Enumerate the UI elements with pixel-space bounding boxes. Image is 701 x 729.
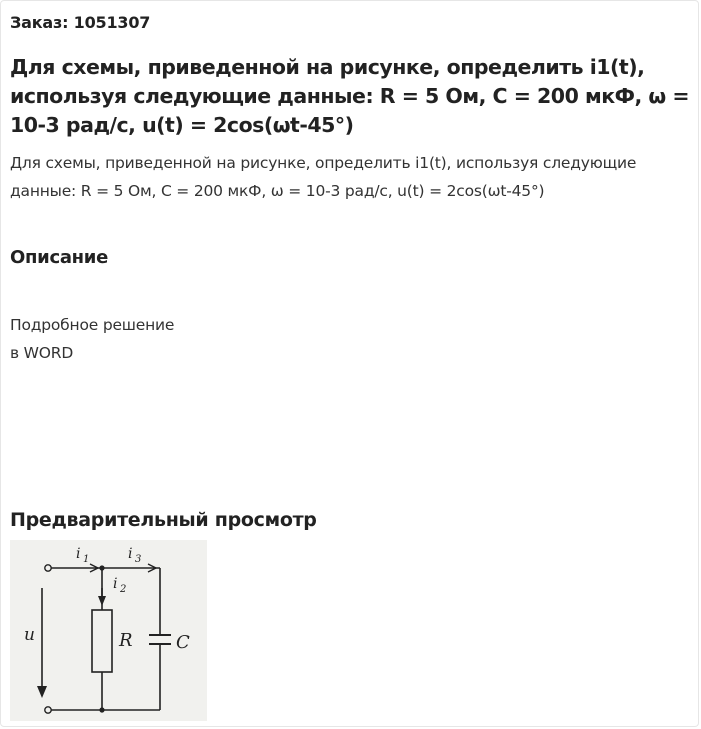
terminal-top bbox=[45, 565, 51, 571]
junction-bottom bbox=[99, 707, 104, 712]
label-i3: i bbox=[128, 546, 133, 562]
label-R: R bbox=[119, 630, 133, 651]
description-line: Подробное решение bbox=[10, 316, 175, 334]
order-number: Заказ: 1051307 bbox=[10, 13, 151, 32]
label-i2-subscript: 2 bbox=[120, 584, 127, 595]
label-i3-subscript: 3 bbox=[135, 554, 142, 565]
label-u: u bbox=[24, 625, 35, 645]
label-i1-subscript: 1 bbox=[83, 554, 90, 565]
junction-top bbox=[99, 565, 104, 570]
description-heading: Описание bbox=[10, 247, 109, 268]
resistor-symbol bbox=[92, 610, 112, 672]
short-description: Для схемы, приведенной на рисунке, определить i1(t), используя следующие данные: R = 5 Ом, C = 200 мкФ, ω = 10-3 рад/с, u(t) = 2cos(ωt-45°) bbox=[10, 154, 637, 200]
preview-image[interactable] bbox=[10, 540, 207, 721]
i2-arrowhead bbox=[98, 596, 106, 606]
label-i2: i bbox=[113, 576, 118, 592]
label-C: C bbox=[176, 632, 190, 653]
circuit-diagram bbox=[10, 540, 207, 721]
preview-heading: Предварительный просмотр bbox=[10, 509, 317, 531]
voltage-arrowhead bbox=[37, 686, 47, 698]
label-i1: i bbox=[76, 546, 81, 562]
description-body bbox=[10, 311, 174, 367]
page-title: Для схемы, приведенной на рисунке, определить i1(t), используя следующие данные: R = 5 Ом, C = 200 мкФ, ω = 10-3 рад/с, u(t) = 2cos(ωt-45°) bbox=[10, 55, 690, 137]
description-line: в WORD bbox=[10, 344, 74, 362]
terminal-bottom bbox=[45, 707, 51, 713]
